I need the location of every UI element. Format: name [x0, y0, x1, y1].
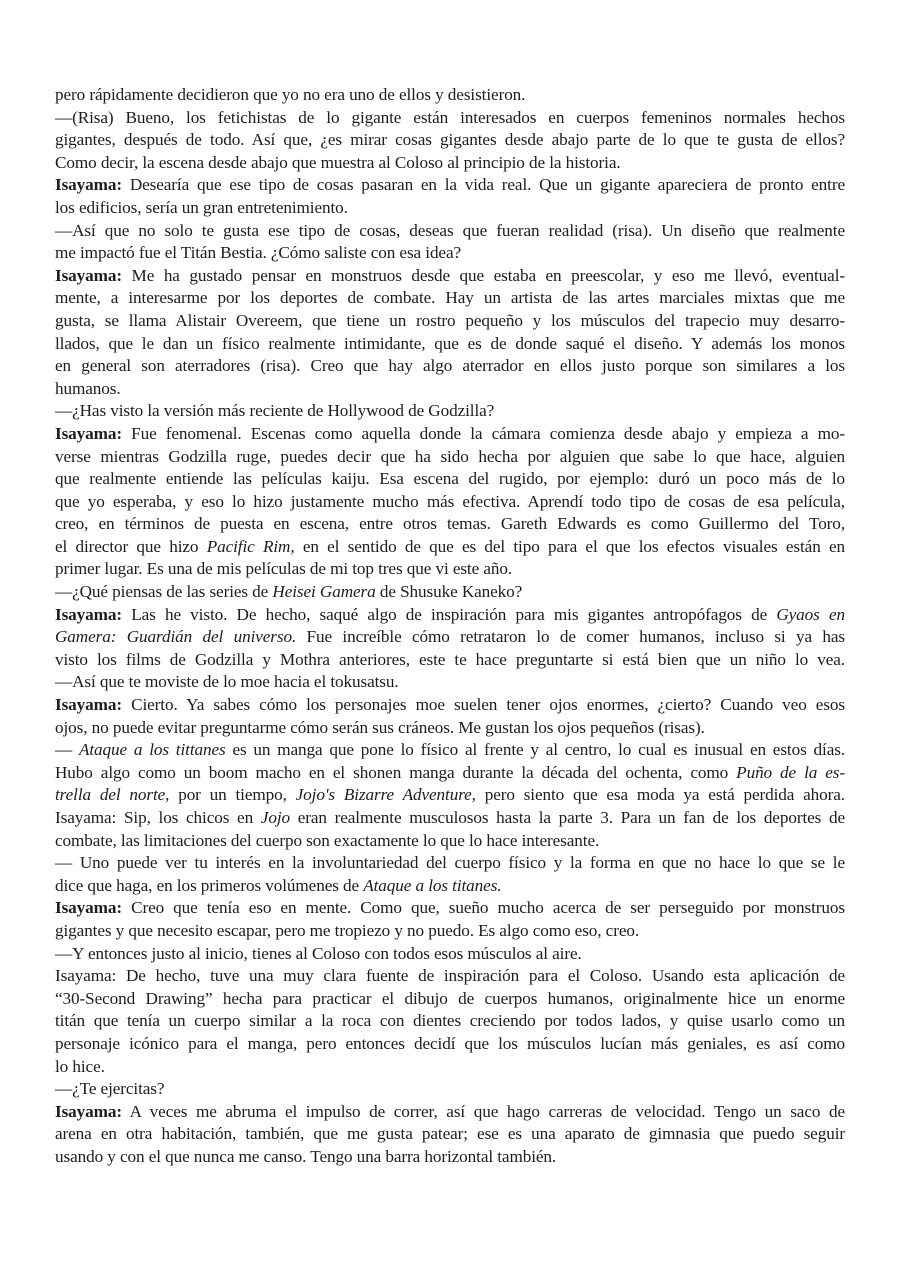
italic-title: Jojo's Bizarre Adventure,	[295, 785, 476, 805]
speaker-label: Isayama:	[55, 423, 122, 443]
text-run: Isayama: De hecho, tuve una muy clara fuente de inspiración para el Coloso. Usando esta aplicación de	[55, 966, 845, 986]
text-run: Fue fenomenal. Escenas como aquella donde la cámara comienza desde abajo y empieza a mo-	[122, 423, 845, 443]
text-run: —Y entonces justo al inicio, tienes al Coloso con todos esos músculos al aire.	[55, 943, 582, 963]
italic-title: Ataque a los titanes.	[363, 875, 502, 895]
text-line	[55, 400, 845, 423]
text-run: gigantes y que necesito escapar, pero me tropiezo y no puedo. Es algo como eso, creo.	[55, 920, 640, 940]
text-run: usando y con el que nunca me canso. Tengo una barra horizontal también.	[55, 1146, 557, 1166]
text-run: ojos, no puede evitar preguntarme cómo serán sus cráneos. Me gustan los ojos pequeños (risas).	[55, 717, 705, 737]
text-line	[55, 1033, 845, 1056]
text-line	[55, 739, 845, 762]
text-run: “30-Second Drawing” hecha para practicar el dibujo de cuerpos humanos, originalmente hice un enorme	[55, 988, 845, 1008]
text-run: Creo que tenía eso en mente. Como que, sueño mucho acerca de ser perseguido por monstruos	[122, 898, 845, 918]
italic-title: trella del norte,	[55, 785, 170, 805]
text-line	[55, 446, 845, 469]
text-run: lo hice.	[55, 1056, 105, 1076]
text-line	[55, 378, 845, 401]
text-line	[55, 355, 845, 378]
text-line	[55, 197, 845, 220]
text-line	[55, 875, 845, 898]
text-line	[55, 152, 845, 175]
text-run: arena en otra habitación, también, que me gusta patear; ese es una aparato de gimnasia que puedo seguir	[55, 1124, 845, 1144]
text-run: Isayama: Sip, los chicos en	[55, 808, 261, 827]
text-run: creo, en términos de puesta en escena, entre otros temas. Gareth Edwards es como Guillermo del Toro,	[55, 514, 845, 534]
text-line	[55, 988, 845, 1011]
italic-title: Gyaos en	[776, 604, 845, 624]
text-run: me impactó fue el Titán Bestia. ¿Cómo saliste con esa idea?	[55, 243, 462, 263]
text-run: personaje icónico para el manga, pero entonces decidí que los músculos lucían más geniales, es así como	[55, 1033, 845, 1053]
text-line	[55, 423, 845, 446]
text-line	[55, 807, 845, 830]
text-line	[55, 310, 845, 333]
text-run: llados, que le dan un físico realmente intimidante, que es de donde saqué el diseño. Y además los monos	[55, 333, 845, 353]
text-line	[55, 1101, 845, 1124]
text-run: humanos.	[55, 378, 121, 398]
text-run: A veces me abruma el impulso de correr, así que hago carreras de velocidad. Tengo un saco de	[122, 1101, 845, 1121]
text-line	[55, 649, 845, 672]
text-line	[55, 965, 845, 988]
text-run: Como decir, la escena desde abajo que muestra al Coloso al principio de la historia.	[55, 152, 621, 172]
text-run: verse mientras Godzilla ruge, puedes decir que ha sido hecha por alguien que sabe lo que hace, alguien	[55, 446, 845, 466]
text-run: pero rápidamente decidieron que yo no era uno de ellos y desistieron.	[55, 85, 526, 104]
text-run: que yo esperaba, y eso lo hizo justamente mucho más efectiva. Aprendí todo tipo de cosas de esa película,	[55, 491, 845, 511]
text-line	[55, 717, 845, 740]
text-run: que realmente entiende las películas kaiju. Esa escena del rugido, por ejemplo: duró un poco más de lo	[55, 469, 845, 489]
text-run: pero siento que esa moda ya está perdida ahora.	[475, 785, 845, 805]
italic-title: Pacific Rim,	[206, 536, 295, 556]
text-line	[55, 830, 845, 853]
italic-title: Puño de la es-	[736, 762, 846, 782]
speaker-label: Isayama:	[55, 898, 122, 918]
text-run: —¿Te ejercitas?	[55, 1079, 165, 1099]
text-run: Me ha gustado pensar en monstruos desde que estaba en preescolar, y eso me llevó, eventual-	[122, 265, 845, 285]
text-run: primer lugar. Es una de mis películas de mi top tres que vi este año.	[55, 559, 513, 579]
italic-title: Ataque a los tittanes	[78, 740, 226, 760]
text-run: Desearía que ese tipo de cosas pasaran en la vida real. Que un gigante apareciera de pronto entre	[122, 175, 845, 195]
text-line	[55, 604, 845, 627]
text-line	[55, 536, 845, 559]
text-line	[55, 1056, 845, 1079]
text-run: Fue increíble cómo retrataron lo de comer humanos, incluso si ya has	[296, 627, 845, 647]
text-run: los edificios, sería un gran entretenimiento.	[55, 197, 348, 217]
text-run: en general son aterradores (risa). Creo que hay algo aterrador en ellos justo porque son similares a los	[55, 356, 845, 376]
text-run: —	[55, 740, 79, 760]
text-line	[55, 468, 845, 491]
text-run: —(Risa) Bueno, los fetichistas de lo gigante están interesados en cuerpos femeninos normales hechos	[55, 107, 845, 127]
text-line	[55, 265, 845, 288]
text-line	[55, 581, 845, 604]
text-line	[55, 84, 845, 107]
speaker-label: Isayama:	[55, 695, 122, 715]
text-run: eran realmente musculosos hasta la parte 3. Para un fan de los deportes de	[290, 808, 845, 827]
text-line	[55, 129, 845, 152]
italic-title: Heisei Gamera	[272, 582, 376, 602]
text-line	[55, 694, 845, 717]
speaker-label: Isayama:	[55, 175, 122, 195]
text-run: el director que hizo	[55, 536, 207, 556]
speaker-label: Isayama:	[55, 265, 122, 285]
speaker-label: Isayama:	[55, 604, 122, 624]
text-line	[55, 242, 845, 265]
text-run: —Así que te moviste de lo moe hacia el tokusatsu.	[55, 672, 399, 692]
text-run: dice que haga, en los primeros volúmenes de	[55, 875, 364, 895]
text-run: combate, las limitaciones del cuerpo son exactamente lo que lo hace interesante.	[55, 830, 600, 850]
italic-title: Gamera: Guardián del universo.	[55, 627, 297, 647]
italic-title: Jojo	[260, 808, 290, 827]
text-run: de Shusuke Kaneko?	[375, 582, 523, 602]
text-line	[55, 784, 845, 807]
text-line	[55, 920, 845, 943]
text-line	[55, 1010, 845, 1033]
text-line	[55, 333, 845, 356]
text-run: gigantes, después de todo. Así que, ¿es mirar cosas gigantes desde abajo parte de lo que te gusta de ellos?	[55, 130, 845, 150]
text-run: gusta, se llama Alistair Overeem, que tiene un rostro pequeño y los músculos del trapecio muy desarro-	[55, 310, 845, 330]
text-line	[55, 287, 845, 310]
document-page	[55, 84, 845, 1169]
text-run: mente, a interesarme por los deportes de combate. Hay un artista de las artes marciales mixtas que me	[55, 288, 845, 308]
text-line	[55, 1123, 845, 1146]
text-line	[55, 671, 845, 694]
text-line	[55, 897, 845, 920]
text-line	[55, 626, 845, 649]
text-run: —Así que no solo te gusta ese tipo de cosas, deseas que fueran realidad (risa). Un diseño que realmente	[55, 220, 845, 240]
text-run: —¿Has visto la versión más reciente de Hollywood de Godzilla?	[55, 401, 495, 421]
text-line	[55, 852, 845, 875]
text-run: Las he visto. De hecho, saqué algo de inspiración para mis gigantes antropófagos de	[122, 604, 777, 624]
text-run: —¿Qué piensas de las series de	[55, 582, 273, 602]
text-run: por un tiempo,	[169, 785, 296, 805]
text-line	[55, 174, 845, 197]
text-run: Hubo algo como un boom macho en el shonen manga durante la década del ochenta, como	[55, 762, 737, 782]
text-run: titán que tenía un cuerpo similar a la roca con dientes creciendo por todos lados, y quise usarlo como un	[55, 1011, 845, 1031]
text-run: en el sentido de que es del tipo para el que los efectos visuales están en	[294, 536, 845, 556]
text-line	[55, 943, 845, 966]
interview-text-body	[55, 84, 845, 1169]
text-line	[55, 558, 845, 581]
text-run: — Uno puede ver tu interés en la involuntariedad del cuerpo físico y la forma en que no hace lo que se le	[55, 853, 845, 873]
text-run: visto los films de Godzilla y Mothra anteriores, este te hace preguntarte si está bien que un niño lo vea.	[55, 649, 845, 669]
text-run: es un manga que pone lo físico al frente y al centro, lo cual es inusual en estos días.	[225, 740, 846, 760]
text-line	[55, 762, 845, 785]
speaker-label: Isayama:	[55, 1101, 122, 1121]
text-line	[55, 1078, 845, 1101]
text-line	[55, 107, 845, 130]
text-line	[55, 1146, 845, 1169]
text-run: Cierto. Ya sabes cómo los personajes moe suelen tener ojos enormes, ¿cierto? Cuando veo esos	[122, 695, 845, 715]
text-line	[55, 513, 845, 536]
text-line	[55, 220, 845, 243]
text-line	[55, 491, 845, 514]
